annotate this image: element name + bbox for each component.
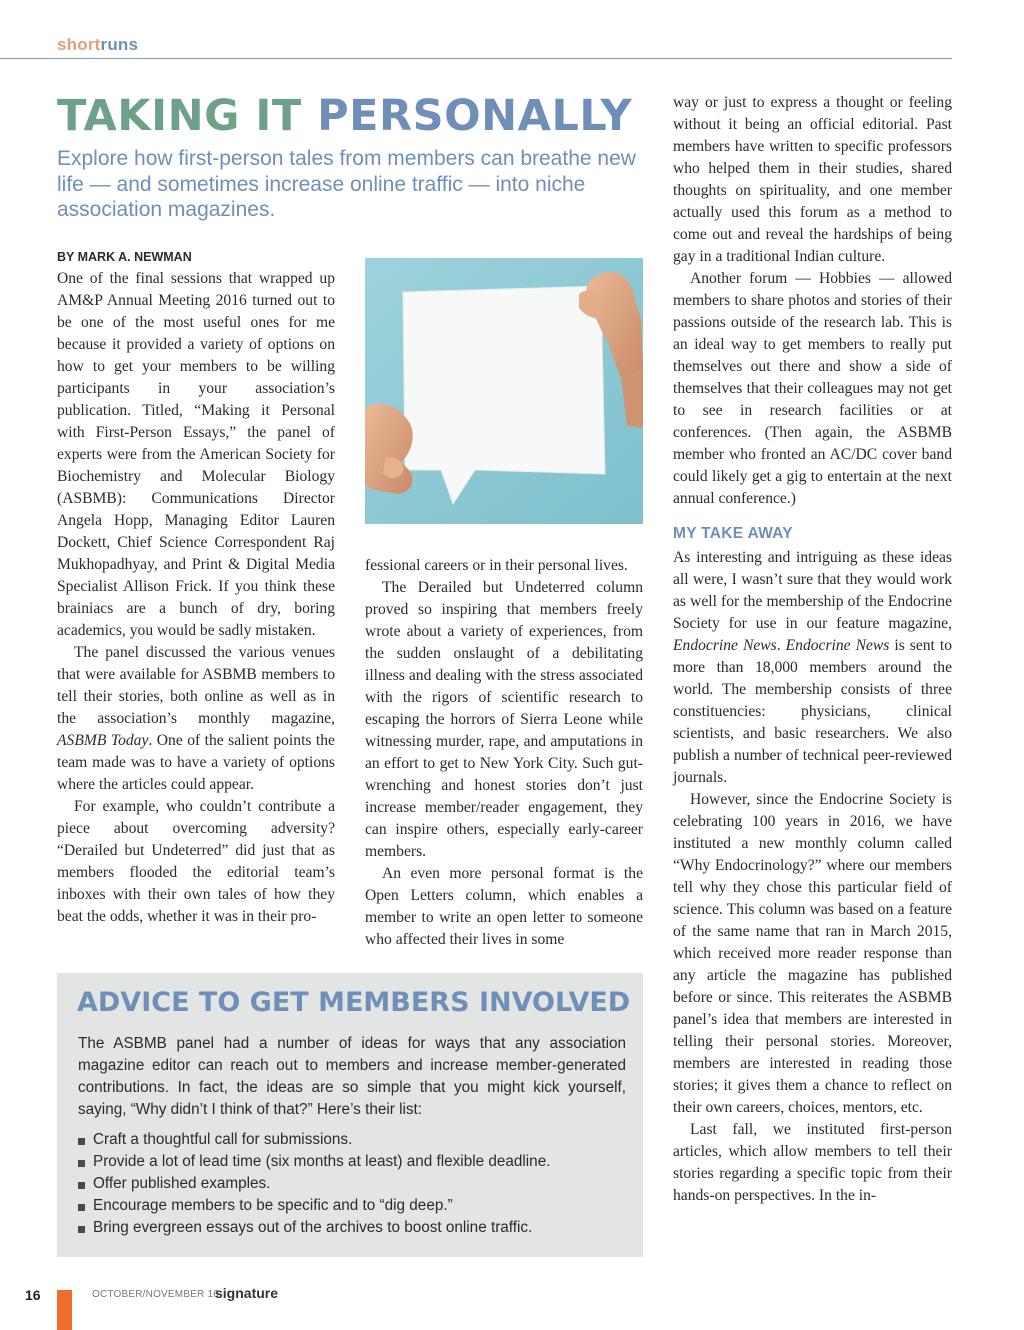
header-rule xyxy=(0,58,952,59)
article-title xyxy=(57,88,632,144)
article-title-part1: TAKING IT xyxy=(57,91,318,141)
publication-name: Endocrine News xyxy=(673,637,777,654)
byline: BY MARK A. NEWMAN xyxy=(57,250,192,264)
paragraph: For example, who couldn’t contribute a piece about overcoming adversity? “Derailed but Undeterred” did just that as members flooded the editorial team’s inboxes with their own tales of how they beat the odds, whether it was in their pro- xyxy=(57,798,335,925)
list-item xyxy=(78,1129,633,1151)
paragraph xyxy=(673,547,952,789)
list-item xyxy=(78,1195,633,1217)
paragraph: Another forum — Hobbies — allowed members to share photos and stories of their passions outside of the research lab. This is an ideal way to get members to really put themselves out there and show a side of themselves that their colleagues may not get to see in research facilities or at conferences. (Then again, the ASBMB member who fronted an AC/DC cover band could likely get a gig to entertain at the next annual conference.) xyxy=(673,270,952,507)
article-title-part2: PERSONALLY xyxy=(317,91,633,141)
text-span: . xyxy=(776,637,786,654)
paragraph: Last fall, we instituted first-person articles, which allow members to tell their stories regarding a specific topic from their hands-on perspectives. In the in- xyxy=(673,1121,952,1204)
publication-name: Endocrine News xyxy=(785,637,890,654)
list-item-text: Offer published examples. xyxy=(93,1175,271,1192)
section-label-short: short xyxy=(57,35,101,54)
list-item-text: Encourage members to be specific and to “dig deep.” xyxy=(93,1197,453,1214)
page-number: 16 xyxy=(25,1287,41,1303)
body-column-1 xyxy=(57,268,335,928)
paragraph xyxy=(57,642,335,796)
square-bullet-icon xyxy=(78,1226,85,1233)
magazine-name: signature xyxy=(215,1285,279,1301)
square-bullet-icon xyxy=(78,1138,85,1145)
text-span: As interesting and intriguing as these ideas all were, I wasn’t sure that they would work as well for the membership of the Endocrine Society for use in our feature magazine, xyxy=(673,549,952,632)
paragraph: However, since the Endocrine Society is celebrating 100 years in 2016, we have instituted a new monthly column called “Why Endocrinology?” where our members tell why they chose this particular field of science. This column was based on a feature of the same name that ran in March 2015, which received more reader response than any article the magazine has published before or since. This reiterates the ASBMB panel’s idea that members are interested in telling their personal stories. Moreover, members are interested in reading those stories; it gives them a chance to reflect on their own careers, choices, mentors, etc. xyxy=(673,791,952,1116)
body-column-3 xyxy=(673,92,952,1207)
sidebar-title: ADVICE TO GET MEMBERS INVOLVED xyxy=(77,987,631,1018)
text-span: The panel discussed the various venues that were available for ASBMB members to tell their stories, both online as well as in the association’s monthly magazine, xyxy=(57,644,335,727)
speech-bubble-photo xyxy=(365,258,643,524)
list-item xyxy=(78,1173,633,1195)
paragraph: An even more personal format is the Open Letters column, which enables a member to write an open letter to someone who affected their lives in some xyxy=(365,865,643,948)
paragraph: One of the final sessions that wrapped up AM&P Annual Meeting 2016 turned out to be one of the most useful ones for me because it provided a variety of options on how to get your members to be willing participants in your association’s publication. Titled, “Making it Personal with First-Person Essays,” the panel of experts were from the American Society for Biochemistry and Molecular Biology (ASBMB): Communications Director Angela Hopp, Managing Editor Lauren Dockett, Chief Science Correspondent Raj Mukhopadhyay, and Print & Digital Media Specialist Allison Frick. If you think these brainiacs are a bunch of dry, boring academics, you would be sadly mistaken. xyxy=(57,270,335,639)
issue-date: OCTOBER/NOVEMBER 16 xyxy=(92,1289,219,1300)
list-item xyxy=(78,1217,633,1239)
subhead-my-take-away: MY TAKE AWAY xyxy=(673,525,793,542)
square-bullet-icon xyxy=(78,1182,85,1189)
paragraph: way or just to express a thought or feeling without it being an official editorial. Past members have written to specific professors who helped them in their studies, shared thoughts on spirituality, and one member actually used this forum as a method to come out and reveal the hardships of being gay in a traditional Indian culture. xyxy=(673,94,952,265)
list-item-text: Provide a lot of lead time (six months at least) and flexible deadline. xyxy=(93,1153,551,1170)
list-item-text: Bring evergreen essays out of the archives to boost online traffic. xyxy=(93,1219,533,1236)
square-bullet-icon xyxy=(78,1204,85,1211)
list-item xyxy=(78,1151,633,1173)
footer-accent-bar xyxy=(57,1290,72,1330)
square-bullet-icon xyxy=(78,1160,85,1167)
advice-list xyxy=(78,1129,633,1239)
article-deck: Explore how first-person tales from members can breathe new life — and sometimes increase online traffic — into niche association magazines. xyxy=(57,147,636,221)
publication-name: ASBMB Today xyxy=(57,732,149,749)
advice-sidebar xyxy=(57,973,643,1257)
section-label-runs: runs xyxy=(100,35,139,54)
text-span: . One of the salient points the team made was to have a variety of options where the articles could appear. xyxy=(57,732,335,793)
paragraph: fessional careers or in their personal lives. xyxy=(365,557,628,574)
text-span: is sent to more than 18,000 members around the world. The membership consists of three constituencies: physicians, clinical scientists, and basic researchers. We also publish a number of technical peer-reviewed journals. xyxy=(673,637,953,786)
section-label xyxy=(57,35,138,55)
list-item-text: Craft a thoughtful call for submissions. xyxy=(93,1131,353,1148)
body-column-2 xyxy=(365,555,643,951)
sidebar-intro: The ASBMB panel had a number of ideas for ways that any association magazine editor can reach out to members and increase member-generated contributions. In fact, the ideas are so simple that you might kick yourself, saying, “Why didn’t I think of that?” Here’s their list: xyxy=(78,1035,626,1118)
paragraph: The Derailed but Undeterred column proved so inspiring that members freely wrote about a variety of experiences, from the sudden onslaught of a debilitating illness and dealing with the stress associated with the rigors of scientific research to escaping the horrors of Sierra Leone while witnessing murder, rape, and amputations in an effort to get to New York City. Such gut-wrenching and honest stories don’t just increase member/reader engagement, they can inspire others, especially early-career members. xyxy=(365,579,643,860)
